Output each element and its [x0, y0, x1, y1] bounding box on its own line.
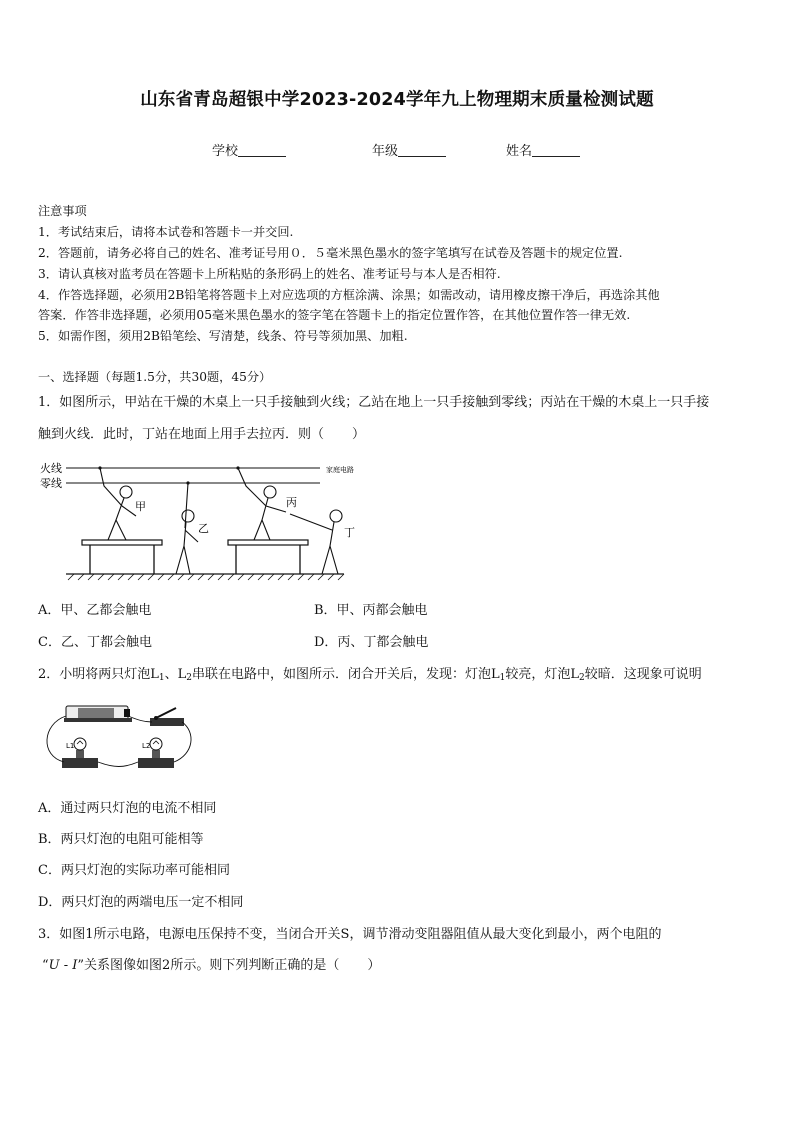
notice-item: 3．请认真核对监考员在答题卡上所粘贴的条形码上的姓名、准考证号与本人是否相符.	[38, 267, 501, 281]
q2-subscript: 1	[158, 673, 165, 683]
q2-text-part: 较亮，灯泡L	[505, 667, 580, 682]
q2-subscript: 2	[186, 673, 193, 683]
person-jia-label: 甲	[135, 500, 146, 513]
bulb-1-label: L1	[66, 742, 75, 750]
option-d[interactable]: D．两只灯泡的两端电压一定不相同	[38, 895, 244, 910]
circuit-label: 家庭电路	[326, 466, 354, 474]
person-bing-label: 丙	[286, 496, 297, 509]
option-c[interactable]: C．两只灯泡的实际功率可能相同	[38, 863, 230, 878]
ground	[66, 574, 344, 580]
question-2-text	[38, 666, 702, 687]
notice-item: 4．作答选择题，必须用2B铅笔将答题卡上对应选项的方框涂满、涂黑；如需改动，请用橡皮擦干净后，再选涂其他	[38, 288, 660, 302]
page-title: 山东省青岛超银中学2023-2024学年九上物理期末质量检测试题	[140, 90, 654, 110]
grade-label: 年级	[372, 144, 399, 159]
notice-item: 2．答题前，请务必将自己的姓名、准考证号用０．５毫米黑色墨水的签字笔填写在试卷及答题卡的规定位置.	[38, 246, 623, 260]
wooden-table-2	[228, 540, 308, 574]
name-label: 姓名	[506, 144, 533, 159]
person-jia	[100, 468, 136, 540]
question-1-paren-close: ）	[352, 427, 366, 442]
grade-field[interactable]	[372, 140, 446, 159]
question-1-text-cont	[38, 426, 365, 444]
q3-ui-symbol: U - I	[48, 958, 78, 973]
person-ding-label: 丁	[344, 526, 355, 539]
question-1-text: 1．如图所示，甲站在干燥的木桌上一只手接触到火线；乙站在地上一只手接触到零线；丙站在干燥的木桌上一只手接	[38, 395, 710, 410]
person-bing	[238, 468, 286, 540]
battery	[64, 706, 132, 722]
section-heading: 一、选择题（每题1.5分，共30题，45分）	[38, 370, 272, 384]
q2-text-part: 2．小明将两只灯泡L	[38, 667, 159, 682]
q2-subscript: 2	[579, 673, 585, 683]
q2-text-part: 较暗．这现象可说明	[584, 667, 702, 682]
grade-blank[interactable]	[398, 143, 446, 157]
question-1-stem-end: 触到火线．此时，丁站在地面上用手去拉丙．则（	[38, 427, 325, 442]
school-blank[interactable]	[238, 143, 286, 157]
q3-text-part: “	[42, 958, 49, 973]
notice-item: 5．如需作图，须用2B铅笔绘、写清楚，线条、符号等须加黑、加粗.	[38, 329, 408, 343]
person-yi	[176, 483, 198, 574]
option-a[interactable]: A．甲、乙都会触电	[38, 603, 152, 618]
name-field[interactable]	[506, 140, 580, 159]
q3-text-part: ”关系图像如图2所示。则下列判断正确的是（	[77, 958, 340, 973]
notice-heading: 注意事项	[38, 204, 87, 218]
person-ding	[290, 510, 342, 574]
school-label: 学校	[212, 144, 239, 159]
option-d[interactable]: D．丙、丁都会触电	[314, 635, 429, 650]
school-field[interactable]	[212, 140, 286, 159]
question-1-figure	[38, 458, 358, 584]
q2-text-part: 、L	[164, 667, 187, 682]
notice-item: 1．考试结束后，请将本试卷和答题卡一并交回.	[38, 225, 294, 239]
live-wire-label: 火线	[40, 462, 62, 475]
person-yi-label: 乙	[198, 522, 209, 535]
question-3-text-cont	[42, 957, 380, 975]
wooden-table-1	[82, 540, 162, 574]
q2-subscript: 1	[499, 673, 506, 683]
notice-item: 答案．作答非选择题，必须用05毫米黑色墨水的签字笔在答题卡上的指定位置作答，在其他位置作答一律无效.	[38, 308, 631, 322]
q3-text-part: ）	[367, 958, 381, 973]
switch	[150, 708, 184, 726]
question-2-figure	[38, 696, 198, 778]
q2-text-part: 串联在电路中，如图所示．闭合开关后，发现：灯泡L	[192, 667, 500, 682]
option-c[interactable]: C．乙、丁都会触电	[38, 635, 152, 650]
bulb-2-label: L2	[142, 742, 151, 750]
name-blank[interactable]	[532, 143, 580, 157]
option-b[interactable]: B．甲、丙都会触电	[314, 603, 428, 618]
option-a[interactable]: A．通过两只灯泡的电流不相同	[38, 801, 217, 816]
neutral-wire-label: 零线	[40, 477, 62, 490]
option-b[interactable]: B．两只灯泡的电阻可能相等	[38, 832, 204, 847]
question-3-text: 3．如图1所示电路，电源电压保持不变，当闭合开关S，调节滑动变阻器阻值从最大变化到最小，两个电阻的	[38, 927, 662, 942]
